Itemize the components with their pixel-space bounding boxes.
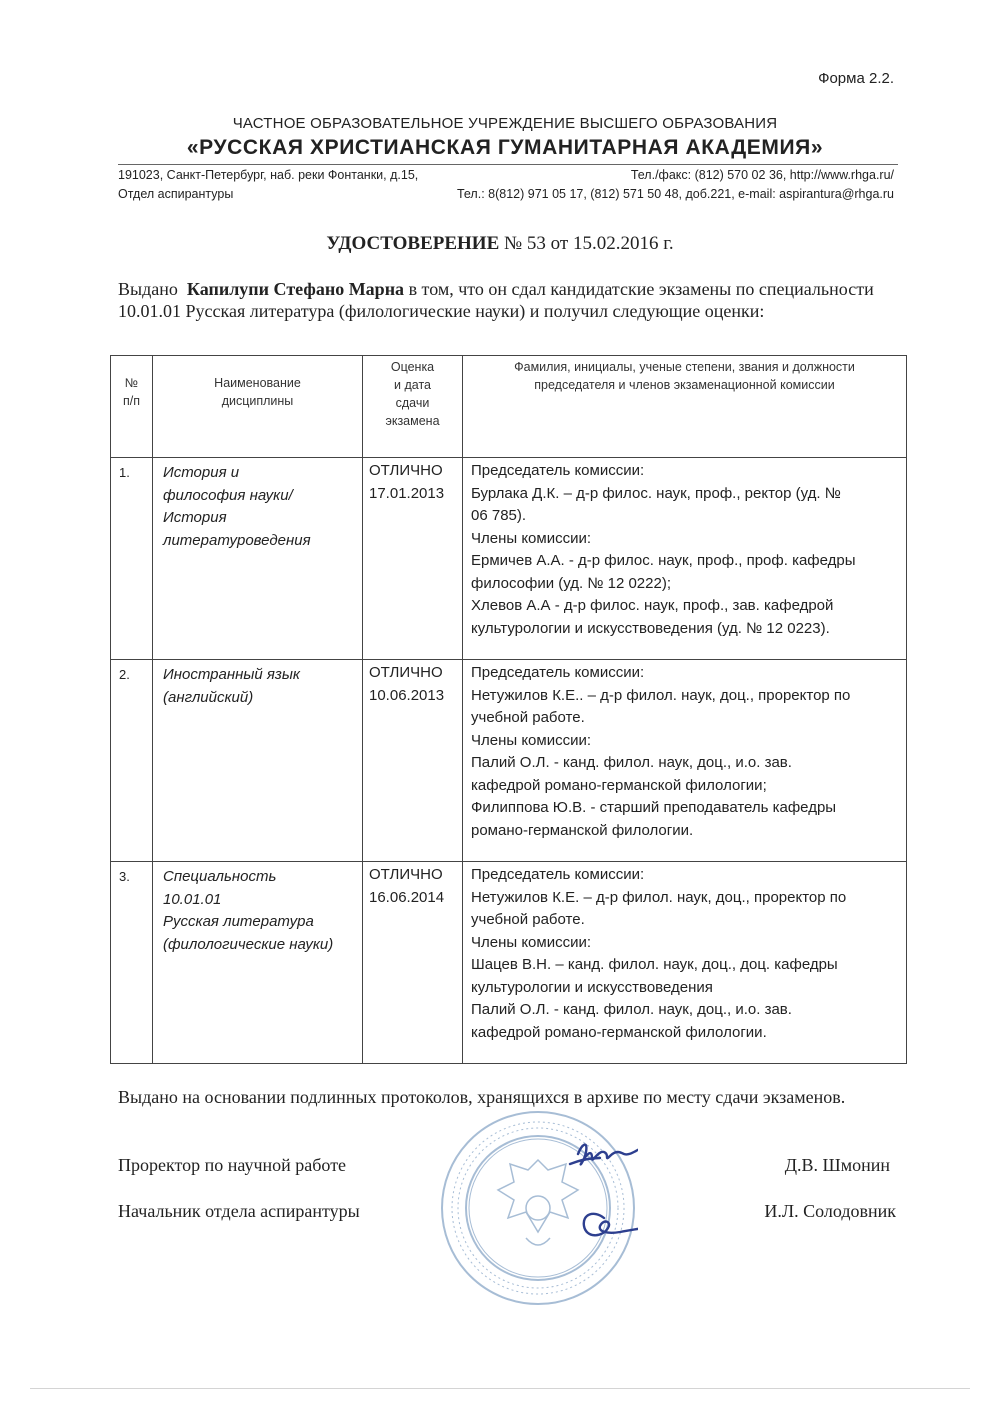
student-name: Капилупи Стефано Марна (186, 279, 405, 299)
exams-table (110, 355, 907, 1064)
header-num: № п/п (111, 356, 153, 458)
certificate-word: УДОСТОВЕРЕНИЕ (326, 233, 500, 254)
table-row (111, 458, 907, 660)
signer1-name: Д.В. Шмонин (784, 1155, 890, 1175)
basis-text: Выдано на основании подлинных протоколов, хранящихся в архиве по месту сдачи экзаменов. (118, 1087, 846, 1107)
row-committee: Председатель комиссии: Нетужилов К.Е.. – д-р филол. наук, доц., проректор по учебной работе. Члены комиссии: Палий О.Л. - канд. филол. наук, доц., и.о. зав. кафедрой романо-германской филологии; Филиппова Ю.В. - старший преподаватель кафедры романо-германской филологии. (463, 660, 907, 862)
certificate-title (0, 233, 1000, 255)
row-discipline: Специальность 10.01.01 Русская литература (филологические науки) (153, 862, 363, 1064)
row-discipline: История и философия науки/ История литературоведения (153, 458, 363, 660)
intro-text: в том, что он сдал кандидатские экзамены по специальности 10.01.01 Русская литература (филологические науки) и получил следующие оценки: (118, 279, 874, 321)
header-discipline: Наименование дисциплины (153, 356, 363, 458)
row-num: 2. (111, 660, 153, 862)
signer2-title: Начальник отдела аспирантуры (118, 1201, 360, 1221)
row-grade: ОТЛИЧНО 17.01.2013 (363, 458, 463, 660)
signer1-title: Проректор по научной работе (118, 1155, 347, 1175)
row-grade: ОТЛИЧНО 16.06.2014 (363, 862, 463, 1064)
phones-email: Тел.: 8(812) 971 05 17, (812) 571 50 48, доб.221, e-mail: aspirantura@rhga.ru (456, 187, 894, 201)
address: 191023, Санкт-Петербург, наб. реки Фонтанки, д.15, (118, 168, 419, 182)
form-label: Форма 2.2. (818, 70, 894, 87)
academy-seal-icon (438, 1108, 638, 1308)
header-committee: Фамилия, инициалы, ученые степени, звания и должности председателя и членов экзаменационной комиссии (463, 356, 907, 458)
department: Отдел аспирантуры (118, 187, 234, 201)
row-num: 1. (111, 458, 153, 660)
table-row (111, 862, 907, 1064)
row-discipline: Иностранный язык (английский) (153, 660, 363, 862)
row-grade: ОТЛИЧНО 10.06.2013 (363, 660, 463, 862)
academy-name: «РУССКАЯ ХРИСТИАНСКАЯ ГУМАНИТАРНАЯ АКАДЕМИЯ» (186, 136, 824, 159)
table-header-row (111, 356, 907, 458)
certificate-number: № 53 от 15.02.2016 г. (504, 233, 674, 254)
row-committee: Председатель комиссии: Бурлака Д.К. – д-р филос. наук, проф., ректор (уд. № 06 785). Члены комиссии: Ермичев А.А. - д-р филос. наук, проф., проф. кафедры философии (уд. № 12 0222); Хлевов А.А - д-р филос. наук, проф., зав. кафедрой культурологии и искусствоведения (уд. № 12 0223). (463, 458, 907, 660)
header-grade: Оценка и дата сдачи экзамена (363, 356, 463, 458)
page-bottom-rule (30, 1388, 970, 1389)
institution-type: ЧАСТНОЕ ОБРАЗОВАТЕЛЬНОЕ УЧРЕЖДЕНИЕ ВЫСШЕГО ОБРАЗОВАНИЯ (232, 115, 778, 132)
intro-paragraph (118, 278, 898, 322)
phone-fax-web: Тел./факс: (812) 570 02 36, http://www.rhga.ru/ (630, 168, 894, 182)
row-committee: Председатель комиссии: Нетужилов К.Е. – д-р филол. наук, доц., проректор по учебной работе. Члены комиссии: Шацев В.Н. – канд. филол. наук, доц., доц. кафедры культурологии и искусствоведения Палий О.Л. - канд. филол. наук, доц., и.о. зав. кафедрой романо-германской филологии. (463, 862, 907, 1064)
table-row (111, 660, 907, 862)
row-num: 3. (111, 862, 153, 1064)
intro-issued: Выдано (118, 279, 178, 299)
header-divider (118, 164, 898, 165)
signer2-name: И.Л. Солодовник (764, 1201, 896, 1221)
